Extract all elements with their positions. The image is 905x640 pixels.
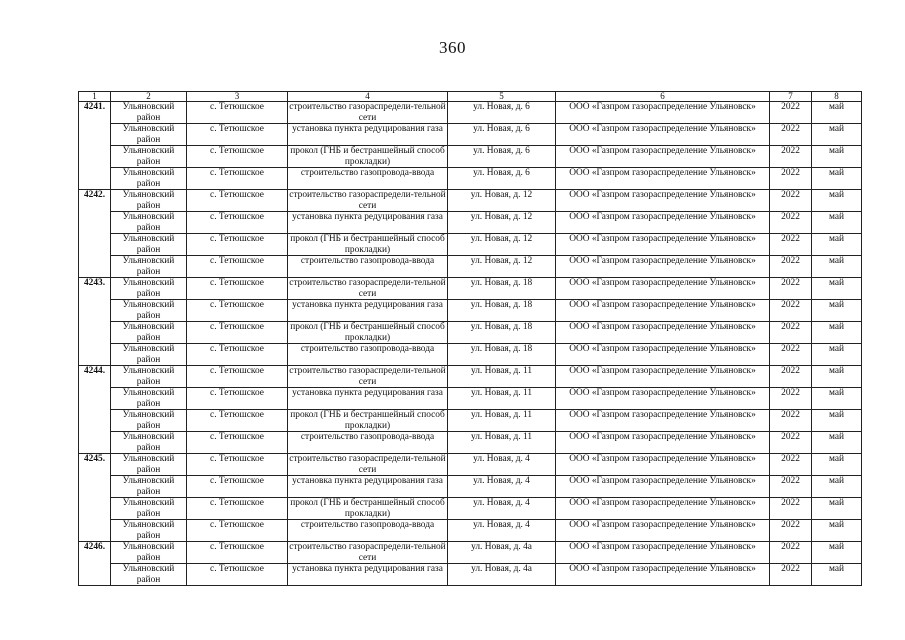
header-cell: 1 xyxy=(79,92,111,102)
address-cell: ул. Новая, д. 4а xyxy=(448,542,556,564)
year-cell: 2022 xyxy=(770,190,812,212)
address-cell: ул. Новая, д. 12 xyxy=(448,212,556,234)
work-type-cell: установка пункта редуцирования газа xyxy=(288,476,448,498)
header-cell: 5 xyxy=(448,92,556,102)
address-cell: ул. Новая, д. 11 xyxy=(448,388,556,410)
village-cell: с. Тетюшское xyxy=(187,102,288,124)
work-type-cell: строительство газораспредели-тельной сети xyxy=(289,366,446,387)
company-cell: ООО «Газпром газораспределение Ульяновск» xyxy=(556,278,770,300)
year-cell: 2022 xyxy=(770,322,812,344)
work-type-cell: установка пункта редуцирования газа xyxy=(288,300,448,322)
document-sheet xyxy=(78,91,862,586)
district-cell: Ульяновский район xyxy=(111,300,187,322)
district-cell: Ульяновский район xyxy=(111,234,187,256)
village-cell: с. Тетюшское xyxy=(187,564,288,586)
district-cell: Ульяновский район xyxy=(111,388,187,410)
year-cell: 2022 xyxy=(770,168,812,190)
year-cell: 2022 xyxy=(770,234,812,256)
village-cell: с. Тетюшское xyxy=(187,300,288,322)
address-cell: ул. Новая, д. 12 xyxy=(448,256,556,278)
table-row xyxy=(79,124,862,146)
company-cell: ООО «Газпром газораспределение Ульяновск» xyxy=(556,432,770,454)
village-cell: с. Тетюшское xyxy=(187,388,288,410)
table-row xyxy=(79,344,862,366)
work-type-cell: прокол (ГНБ и бестраншейный способ прокладки) xyxy=(288,146,448,168)
month-cell: май xyxy=(812,212,862,234)
year-cell: 2022 xyxy=(770,344,812,366)
address-cell: ул. Новая, д. 12 xyxy=(448,190,556,212)
month-cell: май xyxy=(812,278,862,300)
village-cell: с. Тетюшское xyxy=(187,520,288,542)
company-cell: ООО «Газпром газораспределение Ульяновск» xyxy=(556,454,770,476)
month-cell: май xyxy=(812,146,862,168)
table-row xyxy=(79,366,862,388)
month-cell: май xyxy=(812,124,862,146)
table-row xyxy=(79,146,862,168)
year-cell: 2022 xyxy=(770,432,812,454)
table-row xyxy=(79,212,862,234)
village-cell: с. Тетюшское xyxy=(187,168,288,190)
work-type-cell: строительство газопровода-ввода xyxy=(288,256,448,278)
work-type-cell: прокол (ГНБ и бестраншейный способ прокладки) xyxy=(288,410,448,432)
district-cell: Ульяновский район xyxy=(111,344,187,366)
entry-number: 4245. xyxy=(79,454,111,542)
village-cell: с. Тетюшское xyxy=(187,366,288,388)
month-cell: май xyxy=(812,564,862,586)
entry-number: 4246. xyxy=(79,542,111,586)
village-cell: с. Тетюшское xyxy=(187,212,288,234)
company-cell: ООО «Газпром газораспределение Ульяновск» xyxy=(556,344,770,366)
header-cell: 7 xyxy=(770,92,812,102)
district-cell: Ульяновский район xyxy=(111,190,187,212)
company-cell: ООО «Газпром газораспределение Ульяновск» xyxy=(556,410,770,432)
table-row xyxy=(79,256,862,278)
company-cell: ООО «Газпром газораспределение Ульяновск» xyxy=(556,190,770,212)
header-cell: 8 xyxy=(812,92,862,102)
header-cell: 6 xyxy=(556,92,770,102)
entry-number: 4244. xyxy=(79,366,111,454)
company-cell: ООО «Газпром газораспределение Ульяновск» xyxy=(556,234,770,256)
year-cell: 2022 xyxy=(770,278,812,300)
district-cell: Ульяновский район xyxy=(111,102,187,124)
address-cell: ул. Новая, д. 18 xyxy=(448,300,556,322)
table-row xyxy=(79,168,862,190)
district-cell: Ульяновский район xyxy=(111,146,187,168)
work-type-cell: строительство газопровода-ввода xyxy=(288,432,448,454)
village-cell: с. Тетюшское xyxy=(187,432,288,454)
table-row xyxy=(79,476,862,498)
table-row xyxy=(79,388,862,410)
company-cell: ООО «Газпром газораспределение Ульяновск» xyxy=(556,124,770,146)
month-cell: май xyxy=(812,520,862,542)
address-cell: ул. Новая, д. 6 xyxy=(448,168,556,190)
address-cell: ул. Новая, д. 11 xyxy=(448,366,556,388)
month-cell: май xyxy=(812,366,862,388)
address-cell: ул. Новая, д. 18 xyxy=(448,322,556,344)
company-cell: ООО «Газпром газораспределение Ульяновск» xyxy=(556,300,770,322)
table-row xyxy=(79,190,862,212)
village-cell: с. Тетюшское xyxy=(187,146,288,168)
month-cell: май xyxy=(812,256,862,278)
month-cell: май xyxy=(812,322,862,344)
village-cell: с. Тетюшское xyxy=(187,476,288,498)
district-cell: Ульяновский район xyxy=(111,498,187,520)
village-cell: с. Тетюшское xyxy=(187,256,288,278)
header-cell: 3 xyxy=(187,92,288,102)
work-type-cell: прокол (ГНБ и бестраншейный способ прокладки) xyxy=(288,498,448,520)
company-cell: ООО «Газпром газораспределение Ульяновск» xyxy=(556,520,770,542)
address-cell: ул. Новая, д. 11 xyxy=(448,432,556,454)
village-cell: с. Тетюшское xyxy=(187,190,288,212)
year-cell: 2022 xyxy=(770,102,812,124)
page-number: 360 xyxy=(439,38,466,57)
year-cell: 2022 xyxy=(770,366,812,388)
month-cell: май xyxy=(812,344,862,366)
table-row xyxy=(79,322,862,344)
month-cell: май xyxy=(812,476,862,498)
company-cell: ООО «Газпром газораспределение Ульяновск» xyxy=(556,102,770,124)
address-cell: ул. Новая, д. 6 xyxy=(448,124,556,146)
entry-number: 4241. xyxy=(79,102,111,190)
district-cell: Ульяновский район xyxy=(111,520,187,542)
company-cell: ООО «Газпром газораспределение Ульяновск» xyxy=(556,322,770,344)
address-cell: ул. Новая, д. 6 xyxy=(448,102,556,124)
village-cell: с. Тетюшское xyxy=(187,234,288,256)
month-cell: май xyxy=(812,234,862,256)
company-cell: ООО «Газпром газораспределение Ульяновск» xyxy=(556,476,770,498)
address-cell: ул. Новая, д. 4 xyxy=(448,454,556,476)
company-cell: ООО «Газпром газораспределение Ульяновск» xyxy=(556,498,770,520)
village-cell: с. Тетюшское xyxy=(187,278,288,300)
company-cell: ООО «Газпром газораспределение Ульяновск» xyxy=(556,388,770,410)
year-cell: 2022 xyxy=(770,476,812,498)
village-cell: с. Тетюшское xyxy=(187,344,288,366)
table-row xyxy=(79,454,862,476)
address-cell: ул. Новая, д. 4 xyxy=(448,498,556,520)
company-cell: ООО «Газпром газораспределение Ульяновск» xyxy=(556,212,770,234)
work-type-cell: прокол (ГНБ и бестраншейный способ прокладки) xyxy=(288,322,448,344)
work-type-cell: строительство газораспредели-тельной сети xyxy=(289,102,446,123)
company-cell: ООО «Газпром газораспределение Ульяновск» xyxy=(556,542,770,564)
work-type-cell: строительство газораспредели-тельной сети xyxy=(289,278,446,299)
year-cell: 2022 xyxy=(770,124,812,146)
district-cell: Ульяновский район xyxy=(111,212,187,234)
year-cell: 2022 xyxy=(770,388,812,410)
month-cell: май xyxy=(812,410,862,432)
table-row xyxy=(79,498,862,520)
table-row xyxy=(79,300,862,322)
header-cell: 4 xyxy=(288,92,448,102)
village-cell: с. Тетюшское xyxy=(187,410,288,432)
address-cell: ул. Новая, д. 11 xyxy=(448,410,556,432)
works-table xyxy=(78,91,862,586)
district-cell: Ульяновский район xyxy=(111,432,187,454)
table-row xyxy=(79,234,862,256)
work-type-cell: установка пункта редуцирования газа xyxy=(288,212,448,234)
month-cell: май xyxy=(812,388,862,410)
address-cell: ул. Новая, д. 18 xyxy=(448,344,556,366)
table-row xyxy=(79,432,862,454)
address-cell: ул. Новая, д. 4а xyxy=(448,564,556,586)
work-type-cell: строительство газораспредели-тельной сети xyxy=(289,542,446,563)
header-cell: 2 xyxy=(111,92,187,102)
district-cell: Ульяновский район xyxy=(111,564,187,586)
district-cell: Ульяновский район xyxy=(111,124,187,146)
work-type-cell: установка пункта редуцирования газа xyxy=(288,388,448,410)
work-type-cell: прокол (ГНБ и бестраншейный способ прокладки) xyxy=(288,234,448,256)
table-row xyxy=(79,102,862,124)
year-cell: 2022 xyxy=(770,454,812,476)
district-cell: Ульяновский район xyxy=(111,454,187,476)
table-row xyxy=(79,564,862,586)
entry-number: 4242. xyxy=(79,190,111,278)
year-cell: 2022 xyxy=(770,212,812,234)
village-cell: с. Тетюшское xyxy=(187,322,288,344)
entry-number: 4243. xyxy=(79,278,111,366)
work-type-cell: строительство газопровода-ввода xyxy=(288,520,448,542)
address-cell: ул. Новая, д. 4 xyxy=(448,476,556,498)
month-cell: май xyxy=(812,300,862,322)
work-type-cell: строительство газопровода-ввода xyxy=(288,168,448,190)
year-cell: 2022 xyxy=(770,498,812,520)
month-cell: май xyxy=(812,168,862,190)
address-cell: ул. Новая, д. 6 xyxy=(448,146,556,168)
district-cell: Ульяновский район xyxy=(111,366,187,388)
month-cell: май xyxy=(812,542,862,564)
address-cell: ул. Новая, д. 12 xyxy=(448,234,556,256)
table-row xyxy=(79,278,862,300)
company-cell: ООО «Газпром газораспределение Ульяновск» xyxy=(556,366,770,388)
year-cell: 2022 xyxy=(770,520,812,542)
work-type-cell: строительство газораспредели-тельной сети xyxy=(289,190,446,211)
address-cell: ул. Новая, д. 18 xyxy=(448,278,556,300)
year-cell: 2022 xyxy=(770,564,812,586)
year-cell: 2022 xyxy=(770,146,812,168)
work-type-cell: установка пункта редуцирования газа xyxy=(288,564,448,586)
company-cell: ООО «Газпром газораспределение Ульяновск» xyxy=(556,564,770,586)
month-cell: май xyxy=(812,102,862,124)
company-cell: ООО «Газпром газораспределение Ульяновск» xyxy=(556,146,770,168)
district-cell: Ульяновский район xyxy=(111,256,187,278)
table-row xyxy=(79,410,862,432)
company-cell: ООО «Газпром газораспределение Ульяновск» xyxy=(556,256,770,278)
month-cell: май xyxy=(812,454,862,476)
year-cell: 2022 xyxy=(770,542,812,564)
district-cell: Ульяновский район xyxy=(111,542,187,564)
year-cell: 2022 xyxy=(770,410,812,432)
work-type-cell: установка пункта редуцирования газа xyxy=(288,124,448,146)
district-cell: Ульяновский район xyxy=(111,278,187,300)
company-cell: ООО «Газпром газораспределение Ульяновск» xyxy=(556,168,770,190)
village-cell: с. Тетюшское xyxy=(187,542,288,564)
work-type-cell: строительство газопровода-ввода xyxy=(288,344,448,366)
table-row xyxy=(79,520,862,542)
village-cell: с. Тетюшское xyxy=(187,498,288,520)
year-cell: 2022 xyxy=(770,256,812,278)
year-cell: 2022 xyxy=(770,300,812,322)
month-cell: май xyxy=(812,498,862,520)
district-cell: Ульяновский район xyxy=(111,322,187,344)
table-row xyxy=(79,542,862,564)
district-cell: Ульяновский район xyxy=(111,410,187,432)
address-cell: ул. Новая, д. 4 xyxy=(448,520,556,542)
month-cell: май xyxy=(812,432,862,454)
district-cell: Ульяновский район xyxy=(111,476,187,498)
village-cell: с. Тетюшское xyxy=(187,124,288,146)
village-cell: с. Тетюшское xyxy=(187,454,288,476)
work-type-cell: строительство газораспредели-тельной сети xyxy=(289,454,446,475)
header-row xyxy=(79,92,862,102)
month-cell: май xyxy=(812,190,862,212)
district-cell: Ульяновский район xyxy=(111,168,187,190)
